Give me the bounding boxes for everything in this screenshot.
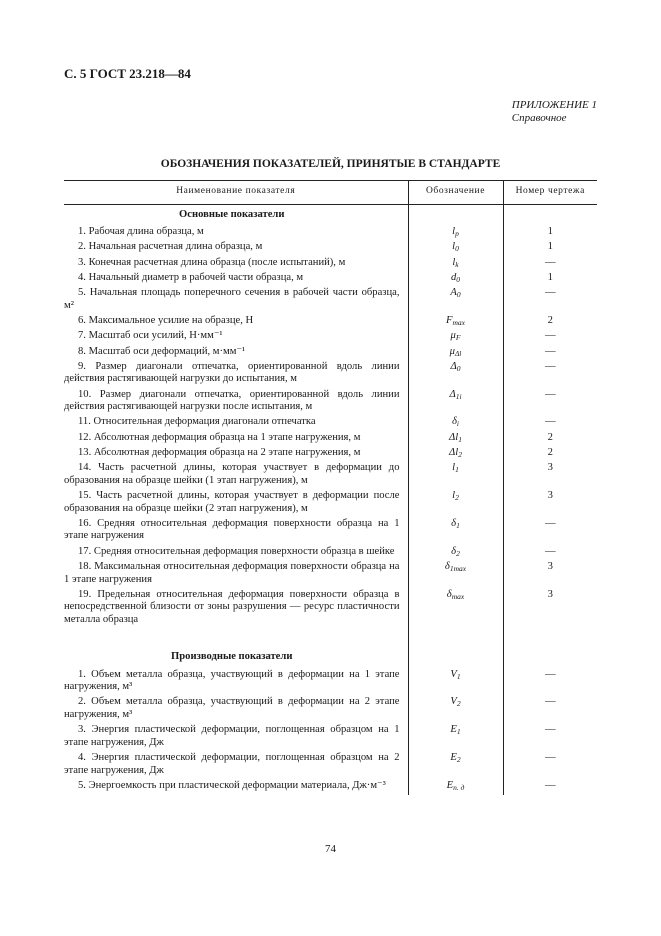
header-drawing: Номер чертежа [503,181,597,205]
symbol-main: V [450,668,457,680]
table-row [64,389,597,417]
indicator-name: 5. Начальная площадь поперечного сечения в рабочей части образца, м² [64,287,400,311]
section-title: Основные показатели [179,208,285,220]
page-number: 74 [325,843,336,855]
indicator-name: 16. Средняя относительная деформация поверхности образца на 1 этапе нагружения [64,517,400,542]
indicator-symbol [408,669,503,697]
drawing-number: 1 [547,271,553,283]
drawing-number: 2 [547,447,553,459]
drawing-number: 2 [547,431,553,443]
indicator-symbol [408,447,503,462]
indicator-name: 3. Конечная расчетная длина образца (после испытаний), м [78,256,346,268]
indicator-name: 5. Энергоемкость при пластической деформации материала, Дж·м⁻³ [78,779,386,791]
indicator-symbol [408,287,503,315]
drawing-number: — [544,668,556,680]
indicator-symbol [408,589,503,629]
symbol-subscript: max [452,317,465,327]
indicator-name: 18. Максимальная относительная деформация поверхности образца на 1 этапе нагружения [64,561,400,585]
symbol-subscript: 2 [455,493,459,503]
symbol-subscript: Δl [454,348,462,358]
section-gap [64,629,597,647]
symbol-subscript: 2 [456,548,460,558]
indicator-name: 7. Масштаб оси усилий, Н·мм⁻¹ [78,330,223,342]
indicator-name: 17. Средняя относительная деформация поверхности образца в шейке [78,545,395,557]
symbol-subscript: 0 [456,274,461,284]
symbol-subscript: 1 [456,520,460,530]
indicator-name: 11. Относительная деформация диагонали отпечатка [78,416,316,428]
indicator-symbol [408,561,503,589]
indicator-symbol [408,241,503,256]
indicator-symbol [408,724,503,752]
table-row [64,432,597,447]
appendix-label [512,99,597,125]
symbol-main: μ [449,345,455,357]
symbol-subscript: 1 [456,671,461,681]
symbol-main: l [452,256,456,268]
symbol-subscript: i [456,419,460,429]
indicator-name: 4. Энергия пластической деформации, поглощенная образцом на 2 этапе нагружения, Дж [64,752,400,776]
table-row [64,561,597,589]
symbol-subscript: 2 [456,699,461,709]
table-row [64,490,597,518]
symbol-subscript: 0 [455,244,459,254]
symbol-subscript: F [455,333,461,343]
indicator-symbol [408,389,503,417]
indicator-symbol [408,330,503,345]
symbol-subscript: 2 [456,755,461,765]
table-row [64,669,597,697]
symbol-main: δ [446,588,452,600]
page-header: С. 5 ГОСТ 23.218—84 [64,66,191,81]
appendix-title: ПРИЛОЖЕНИЕ 1 [511,99,597,111]
symbol-subscript: 1 [455,465,459,475]
indicator-symbol [408,272,503,287]
appendix-subtitle: Справочное [511,112,567,124]
indicator-name: 4. Начальный диаметр в рабочей части образца, м [78,271,304,283]
symbol-main: δ [451,517,457,529]
drawing-number: 1 [547,241,553,253]
symbol-subscript: р [455,229,459,238]
table-row [64,462,597,490]
indicators-table [64,180,597,795]
symbol-main: Δ [449,388,456,400]
indicator-symbol [408,432,503,447]
table-row [64,518,597,546]
table-row [64,724,597,752]
drawing-number: — [544,345,556,357]
indicator-symbol [408,696,503,724]
symbol-main: δ [451,545,457,557]
table-row [64,226,597,241]
table-row [64,447,597,462]
indicator-name: 14. Часть расчетной длины, которая участвует в деформации до образования на образце шейки (1 этап нагружения), м [64,462,400,486]
indicator-name: 2. Начальная расчетная длина образца, м [78,241,263,253]
indicator-name: 1. Объем металла образца, участвующий в деформации на 1 этапе нагружения, м³ [64,668,400,693]
table-row [64,752,597,780]
indicator-symbol [408,546,503,561]
drawing-number: — [544,416,556,428]
drawing-number: 3 [547,490,553,502]
symbol-subscript: 1 [456,727,461,737]
symbol-main: Δ [450,360,457,372]
indicator-name: 9. Размер диагонали отпечатка, ориентированной вдоль линии действия растягивающей нагрузки до испытания, м [64,360,400,385]
symbol-main: δ [451,416,457,428]
symbol-main: d [450,271,457,283]
indicator-symbol [408,361,503,389]
symbol-main: E [446,779,454,791]
symbol-main: E [450,752,457,764]
symbol-subscript: 0 [456,363,461,373]
indicator-name: 1. Рабочая длина образца, м [78,226,204,237]
indicator-name: 12. Абсолютная деформация образца на 1 этапе нагружения, м [78,431,361,443]
table-row [64,315,597,330]
indicator-symbol [408,257,503,272]
table-row [64,589,597,629]
drawing-number: — [544,696,556,708]
drawing-number: — [544,517,556,529]
symbol-subscript: 2 [458,450,462,460]
symbol-main: μ [450,330,456,342]
indicator-symbol [408,462,503,490]
section-heading-row [64,204,597,226]
symbol-main: A [450,287,457,299]
indicator-symbol [408,346,503,361]
symbol-subscript: 1 [458,434,462,444]
table-row [64,361,597,389]
drawing-number: — [544,256,556,268]
symbol-subscript: 1i [455,391,462,401]
drawing-number: 3 [547,561,553,573]
table-row [64,330,597,345]
header-name: Наименование показателя [64,181,408,205]
table-row [64,696,597,724]
symbol-main: l [452,462,456,474]
indicator-symbol [408,780,503,795]
table-row [64,272,597,287]
drawing-number: 1 [547,226,553,237]
indicator-symbol [408,752,503,780]
document-title: ОБОЗНАЧЕНИЯ ПОКАЗАТЕЛЕЙ, ПРИНЯТЫЕ В СТАНДАРТЕ [160,158,501,170]
symbol-main: V [450,696,457,708]
drawing-number: — [544,287,556,299]
table-body [64,204,597,795]
table-header-row [64,181,597,205]
indicator-symbol [408,226,503,241]
table-row [64,287,597,315]
symbol-main: Δl [449,431,459,443]
symbol-main: l [452,241,456,253]
indicator-name: 10. Размер диагонали отпечатка, ориентированной вдоль линии действия растягивающей нагрузки после испытания, м [64,388,400,413]
table-row [64,780,597,795]
symbol-subscript: п. д [453,782,465,792]
indicator-name: 2. Объем металла образца, участвующий в деформации на 2 этапе нагружения, м³ [64,696,400,720]
indicator-name: 19. Предельная относительная деформация поверхности образца в непосредственной близости от зоны разрушения — ресурс пластичности металла образца [64,588,400,625]
drawing-number: — [544,360,556,372]
indicator-symbol [408,490,503,518]
table-row [64,257,597,272]
header-symbol: Обозначение [408,181,503,205]
drawing-number: — [544,388,556,400]
symbol-main: E [450,724,457,736]
symbol-subscript: k [455,259,459,269]
indicator-name: 13. Абсолютная деформация образца на 2 этапе нагружения, м [78,447,361,459]
table-row [64,346,597,361]
indicator-name: 3. Энергия пластической деформации, поглощенная образцом на 1 этапе нагружения, Дж [64,724,400,748]
table-row [64,546,597,561]
symbol-main: Δl [449,447,459,459]
indicator-name: 15. Часть расчетной длины, которая участвует в деформации после образования на образце шейки (2 этап нагружения), м [64,490,400,514]
drawing-number: — [544,779,556,791]
symbol-subscript: max [451,591,465,601]
symbol-main: F [446,314,453,326]
section-heading-row [64,647,597,669]
drawing-number: — [544,330,556,342]
table-row [64,241,597,256]
indicator-symbol [408,518,503,546]
drawing-number: 3 [547,462,553,474]
indicator-name: 8. Масштаб оси деформаций, м·мм⁻¹ [78,345,246,357]
drawing-number: — [544,724,556,736]
indicator-symbol [408,416,503,431]
symbol-main: l [452,226,456,237]
indicator-name: 6. Максимальное усилие на образце, Н [78,314,254,326]
symbol-main: l [452,490,456,502]
section-title: Производные показатели [171,651,293,663]
drawing-number: 2 [547,314,553,326]
drawing-number: — [544,545,556,557]
drawing-number: — [544,752,556,764]
symbol-main: δ [444,561,450,573]
symbol-subscript: 0 [456,290,461,300]
table-row [64,416,597,431]
symbol-subscript: 1max [449,564,467,574]
indicator-symbol [408,315,503,330]
drawing-number: 3 [547,588,553,600]
